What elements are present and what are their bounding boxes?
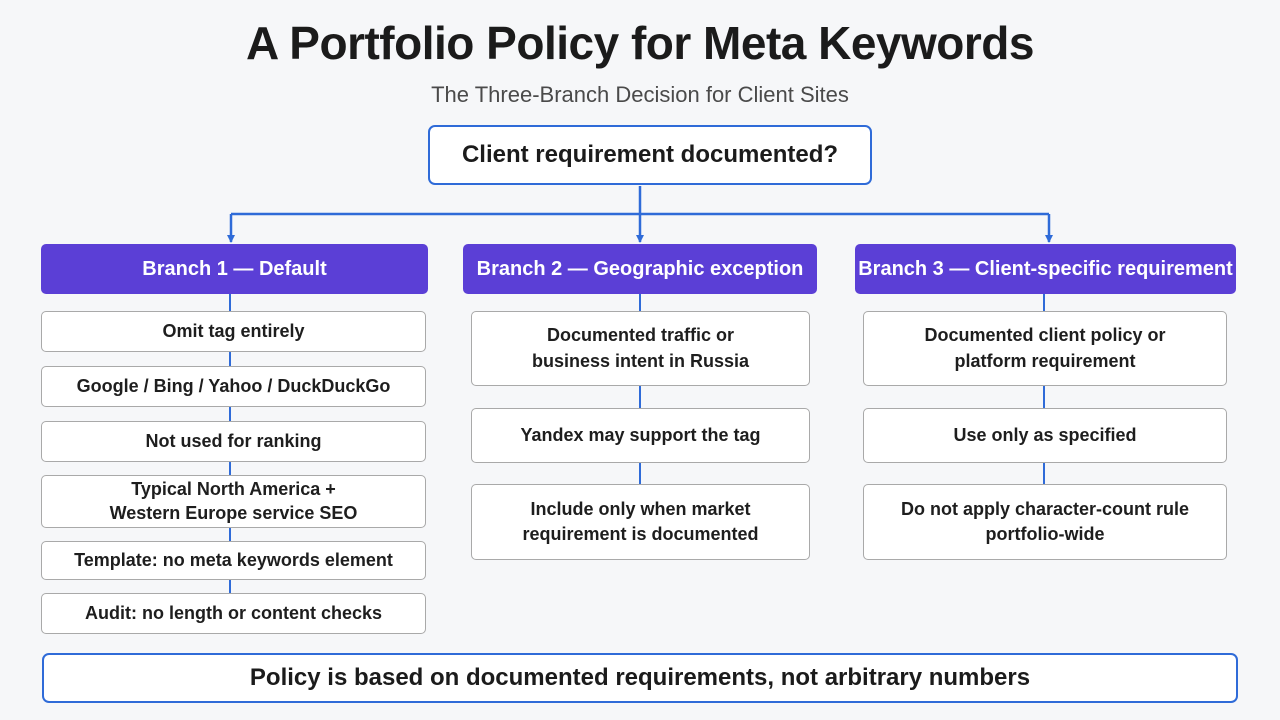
- branch2-step: Documented traffic or business intent in Russia: [471, 311, 810, 386]
- branch1-step: Template: no meta keywords element: [41, 541, 426, 580]
- branch2-header: Branch 2 — Geographic exception: [463, 244, 817, 294]
- branch2-step: Include only when market requirement is documented: [471, 484, 810, 560]
- branch1-step: Google / Bing / Yahoo / DuckDuckGo: [41, 366, 426, 407]
- page-title: A Portfolio Policy for Meta Keywords: [246, 17, 1034, 69]
- branch3-step: Documented client policy or platform requirement: [863, 311, 1227, 386]
- policy-footer: Policy is based on documented requirements, not arbitrary numbers: [42, 653, 1238, 703]
- branch3-header: Branch 3 — Client-specific requirement: [855, 244, 1236, 294]
- branch1-step: Typical North America + Western Europe service SEO: [41, 475, 426, 528]
- branch1-header: Branch 1 — Default: [41, 244, 428, 294]
- root-decision-node: Client requirement documented?: [428, 125, 872, 185]
- branch3-step: Use only as specified: [863, 408, 1227, 463]
- branch1-step: Audit: no length or content checks: [41, 593, 426, 634]
- branch1-step: Not used for ranking: [41, 421, 426, 462]
- branch1-step: Omit tag entirely: [41, 311, 426, 352]
- page-subtitle: The Three-Branch Decision for Client Sites: [431, 82, 849, 107]
- branch2-step: Yandex may support the tag: [471, 408, 810, 463]
- branch3-step: Do not apply character-count rule portfolio-wide: [863, 484, 1227, 560]
